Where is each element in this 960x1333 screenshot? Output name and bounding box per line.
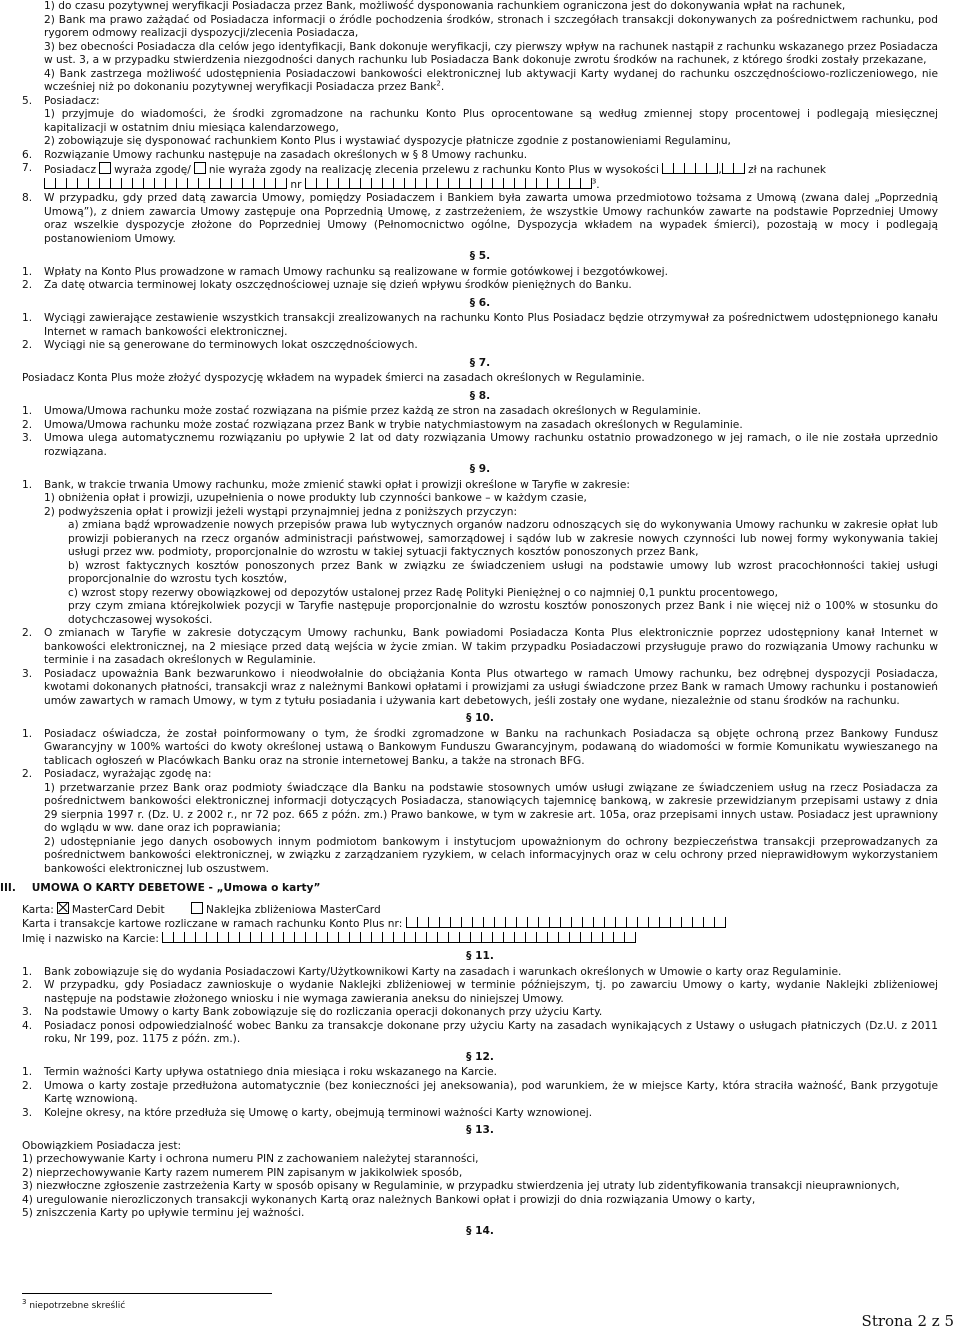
section-11-heading: § 11. [466, 950, 494, 962]
s11-item-1: Bank zobowiązuje się do wydania Posiadaczowi Karty/Użytkownikowi Karty na zasadach i warunkach określonych w Umowie o karty oraz Regulaminie. [44, 965, 842, 978]
s9-item-1b: 2) podwyższenia opłat i prowizji jeżeli wystąpi przynajmniej jedna z poniższych przyczyn: [44, 505, 518, 518]
section-6-heading: § 6. [469, 296, 491, 309]
footnote: $^3$ niepotrzebne skreślić [22, 1293, 272, 1314]
s10-item-2b: 2) udostępnianie jego danych osobowych innym podmiotom bankowym i instytucjom upoważnionym do ochrony bezpieczeństwa transakcji przeprowadzanych za pośrednictwem bankowości elektronicznej, w związku z zarządzaniem ryzykiem, w celach informacyjnych oraz w celu ochrony przed nieprawidłowym wykorzystaniem bankowości elektronicznej lub oszustwem. [44, 835, 938, 875]
point-5-item-1: 1) przyjmuje do wiadomości, że środki zgromadzone na rachunku Konto Plus oprocentowane są według zmiennej stopy procentowej i podlegają miesięcznej kapitalizacji w ostatnim dniu miesiąca kalendarzowego, [44, 108, 938, 134]
point-7: Posiadacz wyraża zgodę/ nie wyraża zgody na realizację zlecenia przelewu z rachunku Konto Plus w wysokości , zł na rachunek nr $^3$. [44, 164, 827, 191]
target-account-field-1[interactable] [44, 178, 287, 189]
s9-item-3: Posiadacz upoważnia Bank bezwarunkowo i nieodwołalnie do obciążania Konta Plus otwartego w ramach Umowy rachunku, bez odrębnej dyspozycji Posiadacza, kwotami dokonanych płatności, transakcji wraz z należnymi Bankowi opłatami i prowizjami za usługi świadczone przez Bank w ramach Umowy rachunku i postanowień umów zawartych w ramach Umowy, w tym z tytułu posiadania i używania kart debetowych, jeśli zostały one wydane, niezależnie od stanu środków na rachunku. [44, 667, 938, 707]
card-name-field[interactable] [162, 932, 636, 943]
section-5-heading: § 5. [469, 250, 491, 262]
s9-item-1: Bank, w trakcie trwania Umowy rachunku, może zmienić stawki opłat i prowizji określone w Taryfie w zakresie: [44, 478, 630, 491]
s10-item-1: Posiadacz oświadcza, że został poinformowany o tym, że środki zgromadzone w Banku na rachunkach Posiadacza są objęte ochroną przez Bankowy Fundusz Gwarancyjny w 100% wartości do kwoty określonej ustawą o Bankowym Funduszu Gwarancyjnym, podawaną do wiadomości w formie Komunikatu wywieszanego na tablicach ogłoszeń w Placówkach Banku oraz na stronie internetowej Banku, a także na stronach BFG. [44, 727, 938, 767]
s13-item-1: 1) przechowywanie Karty i ochrona numeru PIN z zachowaniem należytej staranności, [22, 1153, 479, 1165]
s11-item-4: Posiadacz ponosi odpowiedzialność wobec Banku za transakcje dokonane przy użyciu Karty na zasadach wynikających z Ustawy o usługach płatniczych (Dz.U. z 2011 roku, Nr 199, poz. 1175 z późn. zm.). [44, 1019, 938, 1045]
s9-item-1b-a: a) zmiana bądź wprowadzenie nowych przepisów prawa lub wytycznych organów nadzoru odnoszących się do wykonywania Umowy rachunku w zakresie opłat lub prowizji pobieranych na rzecz organów administracji państwowej, samorządowej i sądów lub w zakresie nowych czynności lub nowej formy wykonywania takiej usługi przez ww. podmioty, proporcjonalnie do wzrostu w takiej sytuacji faktycznych kosztów ponoszonych przez Bank, [68, 519, 938, 558]
section-13-heading: § 13. [466, 1124, 494, 1136]
s10-item-2: Posiadacz, wyrażając zgodę na: [44, 768, 212, 780]
card-account-row: Karta i transakcje kartowe rozliczane w ramach rachunku Konto Plus nr: [22, 917, 938, 932]
s9-item-1b-c: c) wzrost stopy rezerwy obowiązkowej od depozytów ustalonej przez Radę Polityki Pieniężnej o co najmniej 0,1 punktu procentowego, [68, 586, 778, 599]
amount-cents-field[interactable] [722, 163, 745, 174]
point-8: W przypadku, gdy przed datą zawarcia Umowy, pomiędzy Posiadaczem i Bankiem była zawarta umowa przedmiotowo tożsama z Umową (zwana dalej „Poprzednią Umową”), z dniem zawarcia Umowy zastępuje ona Poprzednią Umowę, z zastrzeżeniem, że wszystkie Umowy rachunków zawarte na podstawie Poprzedniej Umowy oraz wszelkie dyspozycje złożone do Poprzedniej Umowy (Pełnomocnictwo ogólne, Dyspozycja wkładem na wypadek śmierci), pozostają w mocy i podlegają postanowieniom Umowy. [44, 192, 938, 245]
s13-intro: Obowiązkiem Posiadacza jest: [22, 1139, 182, 1152]
s6-item-2: Wyciągi nie są generowane do terminowych lokat oszczędnościowych. [44, 339, 418, 351]
s13-item-3: 3) niezwłoczne zgłoszenie zastrzeżenia Karty w sposób opisany w Regulaminie, w przypadku stwierdzenia jej utraty lub zidentyfikowania transakcji nieuprawnionych, [22, 1180, 900, 1192]
s9-item-1b-b: b) wzrost faktycznych kosztów ponoszonych przez Bank w związku ze świadczeniem usługi na podstawie umowy lub wzrost pracochłonności takiej usługi proporcjonalnie do wzrostu tych kosztów, [68, 559, 938, 585]
section-iii-heading: III. UMOWA O KARTY DEBETOWE - „Umowa o karty” [0, 882, 321, 894]
s11-item-3: Na podstawie Umowy o karty Bank zobowiązuje się do rozliczania operacji dokonanych przy użyciu Karty. [44, 1006, 603, 1018]
s5-item-2: Za datę otwarcia terminowej lokaty oszczędnościowej uznaje się dzień wpływu środków pieniężnych do Banku. [44, 279, 632, 291]
point-5: Posiadacz: [44, 94, 100, 107]
section-12-heading: § 12. [466, 1050, 494, 1063]
point-5-item-2: 2) zobowiązuje się dysponować rachunkiem Konto Plus i wystawiać dyspozycje płatnicze zgodnie z postanowieniami Regulaminu, [44, 135, 731, 147]
s8-item-3: Umowa ulega automatycznemu rozwiązaniu po upływie 2 lat od daty rozwiązania Umowy rachunku ostatnio prowadzonego w jej ramach, o ile nie została uprzednio rozwiązana. [44, 432, 938, 458]
s13-item-5: 5) zniszczenia Karty po upływie terminu jej ważności. [22, 1207, 305, 1219]
card-name-row: Imię i nazwisko na Karcie: [22, 932, 938, 947]
document-page: 1) do czasu pozytywnej weryfikacji Posiadacza przez Bank, możliwość dysponowania rachunkiem ograniczona jest do dokonywania wpłat na rachunek, 2) Bank ma prawo zażądać od Posiadacza informacji o źródle pochodzenia środków, stronach i szczegółach transakcji dokonywanych za pośrednictwem rachunku, pod rygorem odmowy realizacji dyspozycji/zlecenia Posiadacza, 3) bez obecności Posiadacza dla celów jego identyfikacji, Bank dokonuje weryfikacji, czy pierwszy wpływ na rachunek nastąpił z rachunku wskazanego przez Posiadacza w ust. 3, a w przypadku stwierdzenia niezgodności danych rachunku lub Posiadacza Bank dokonuje zwrotu środków na rachunek, z którego środki zostały przekazane, 4) Bank zastrzega możliwość udostępnienia Posiadaczowi bankowości elektronicznej lub aktywacji Karty wydanej do rachunku oszczędnościowo-rozliczeniowego, nie wcześniej niż po dokonaniu pozytywnej weryfikacji Posiadacza przez Bank$^2$. 5. Posiadacz: 1) przyjmuje do wiadomości, że środki zgromadzone na rachunku Konto Plus oprocentowane są według zmiennej stopy procentowej i podlegają miesięcznej kapitalizacji w ostatnim dniu miesiąca kalendarzowego, 2) zobowiązuje się dysponować rachunkiem Konto Plus i wystawiać dyspozycje płatnicze zgodnie z postanowieniami Regulaminu, 6. Rozwiązanie Umowy rachunku następuje na zasadach określonych w § 8 Umowy rachunku. 7. Posiadacz wyraża zgodę/ nie wyraża zgody na realizację zlecenia przelewu z rachunku Konto Plus w wysokości , zł na rachunek nr $^3$. 8. W przypadku, gdy przed datą zawarcia Umowy, pomiędzy Posiadaczem i Bankiem była zawarta umowa przedmiotowo tożsama z Umową (zwana dalej „Poprzednią Umową”), z dniem zawarcia Umowy zastępuje ona Poprzednią Umowę, z zastrzeżeniem, że wszystkie Umowy rachunków zawarte na podstawie Poprzedniej Umowy oraz wszelkie dyspozycje złożone do Poprzedniej Umowy (Pełnomocnictwo ogólne, Dyspozycja wkładem na wypadek śmierci), pozostają w mocy i podlegają postanowieniom Umowy. § 5. 1. Wpłaty na Konto Plus prowadzone w ramach Umowy rachunku są realizowane w formie gotówkowej i bezgotówkowej. 2. Za datę otwarcia terminowej lokaty oszczędnościowej uznaje się dzień wpływu środków pieniężnych do Banku. § 6. 1. Wyciągi zawierające zestawienie wszystkich transakcji zrealizowanych na rachunku Konto Plus Posiadacz będzie otrzymywał za pośrednictwem udostępnionego kanału Internet w ramach bankowości elektronicznej. 2. Wyciągi nie są generowane do terminowych lokat oszczędnościowych. § 7. Posiadacz Konta Plus może złożyć dyspozycję wkładem na wypadek śmierci na zasadach określonych w Regulaminie. § 8. 1. Umowa/Umowa rachunku może zostać rozwiązana na piśmie przez każdą ze stron na zasadach określonych w Regulaminie. 2. Umowa/Umowa rachunku może zostać rozwiązana przez Bank w trybie natychmiastowym na zasadach określonych w Regulaminie. 3. Umowa ulega automatycznemu rozwiązaniu po upływie 2 lat od daty rozwiązania Umowy rachunku ostatnio prowadzonego w jej ramach, o ile nie została uprzednio rozwiązana. § 9. 1. Bank, w trakcie trwania Umowy rachunku, może zmienić stawki opłat i prowizji określone w Taryfie w zakresie: 1) obniżenia opłat i prowizji, uzupełnienia o nowe produkty lub czynności bankowe – w każdym czasie, 2) podwyższenia opłat i prowizji jeżeli wystąpi przynajmniej jedna z poniższych przyczyn: a) zmiana bądź wprowadzenie nowych przepisów prawa lub wytycznych organów nadzoru odnoszących się do wykonywania Umowy rachunku w zakresie opłat lub prowizji pobieranych na rzecz organów administracji państwowej, samorządowej i sądów lub w zakresie nowych czynności lub nowej formy wykonywania takiej usługi przez ww. podmioty, proporcjonalnie do wzrostu w takiej sytuacji faktycznych kosztów ponoszonych przez Bank, b) wzrost faktycznych kosztów ponoszonych przez Bank w związku ze świadczeniem usługi na podstawie umowy lub wzrost pracochłonności takiej usługi proporcjonalnie do wzrostu tych kosztów, c) wzrost stopy rezerwy obowiązkowej od depozytów ustalonej przez Radę Polityki Pieniężnej o co najmniej 0,1 punktu procentowego, przy czym zmiana którejkolwiek pozycji w Taryfie następuje proporcjonalnie do wzrostu kosztów ponoszonych przez Bank i nie więcej niż o 100% w stosunku do dotychczasowej wysokości. 2. O zmianach w Taryfie w zakresie dotyczącym Umowy rachunku, Bank powiadomi Posiadacza Konta Plus elektronicznie poprzez udostępniony kanał Internet w bankowości elektronicznej, na 2 miesiące przed datą wejścia w życie zmian. W takim przypadku Posiadaczowi przysługuje prawo do rozwiązania Umowy rachunku w terminie i na zasadach określonych w Regulaminie. 3. Posiadacz upoważnia Bank bezwarunkowo i nieodwołalnie do obciążania Konta Plus otwartego w ramach Umowy rachunku, bez odrębnej dyspozycji Posiadacza, kwotami dokonanych płatności, transakcji wraz z należnymi Bankowi opłatami i prowizjami za usługi świadczone przez Bank w ramach Umowy rachunku i postanowień umów zawartych w ramach Umowy, w tym z tytułu posiadania i używania kart debetowych, jeśli zostały one wydane, niezależnie od stanu środków na rachunku. § 10. 1. Posiadacz oświadcza, że został poinformowany o tym, że środki zgromadzone w Banku na rachunkach Posiadacza są objęte ochroną przez Bankowy Fundusz Gwarancyjny w 100% wartości do kwoty określonej ustawą o Bankowym Funduszu Gwarancyjnym, podawaną do wiadomości w formie Komunikatu wywieszanego na tablicach ogłoszeń w Placówkach Banku oraz na stronie internetowej Banku, a także na stronach BFG. 2. Posiadacz, wyrażając zgodę na: 1) przetwarzanie przez Bank oraz podmioty świadczące dla Banku na podstawie stosownych umów usługi związane ze świadczeniem usług na rzecz Posiadacza za pośrednictwem bankowości elektronicznej informacji dotyczących Posiadacza, stanowiących tajemnicę bankową, w zakresie przewidzianym przepisami ustawy z dnia 29 sierpnia 1997 r. (Dz. U. z 2002 r., nr 72 poz. 665 z późn. zm.) Prawo bankowe, w tym w zakresie art. 105a, oraz przepisami innych ustaw. Posiadacz jest uprawniony do wglądu w ww. dane oraz ich poprawiania; 2) udostępnianie jego danych osobowych innym podmiotom bankowym i instytucjom upoważnionym do ochrony bezpieczeństwa transakcji przeprowadzanych za pośrednictwem bankowości elektronicznej, w związku z zarządzaniem ryzykiem, w celach informacyjnych oraz w celu ochrony przed nieprawidłowym wykorzystaniem bankowości elektronicznej lub oszustwem. III. UMOWA O KARTY DEBETOWE - „Umowa o karty” Karta: MasterCard Debit Naklejka zbliżeniowa MasterCard Karta i transakcje kartowe rozliczane w ramach rachunku Konto Plus nr: Imię i nazwisko na Karcie: § 11. 1. Bank zobowiązuje się do wydania Posiadaczowi Karty/Użytkownikowi Karty na zasadach i warunkach określonych w Umowie o karty oraz Regulaminie. 2. W przypadku, gdy Posiadacz zawnioskuje o wydanie Naklejki zbliżeniowej w terminie późniejszym, tj. po zawarciu Umowy o karty, wydanie Naklejki zbliżeniowej następuje na podstawie złożonego wniosku i nie wymaga zawierania aneksu do niniejszej Umowy. 3. Na podstawie Umowy o karty Bank zobowiązuje się do rozliczania operacji dokonanych przy użyciu Karty. 4. Posiadacz ponosi odpowiedzialność wobec Banku za transakcje dokonane przy użyciu Karty na zasadach wynikających z Ustawy o usługach płatniczych (Dz.U. z 2011 roku, Nr 199, poz. 1175 z późn. zm.). § 12. 1. Termin ważności Karty upływa ostatniego dnia miesiąca i roku wskazanego na Karcie. 2. Umowa o karty zostaje przedłużona automatycznie (bez konieczności jej aneksowania), pod warunkiem, że w miejsce Karty, która straciła ważność, Bank przygotuje Kartę wznowioną. 3. Kolejne okresy, na które przedłuża się Umowę o karty, obejmują terminowi ważności Karty wznowionej. § 13. Obowiązkiem Posiadacza jest: 1) przechowywanie Karty i ochrona numeru PIN z zachowaniem należytej staranności, 2) nieprzechowywanie Karty razem numerem PIN zapisanym w jakikolwiek sposób, 3) niezwłoczne zgłoszenie zastrzeżenia Karty w sposób opisany w Regulaminie, w przypadku stwierdzenia jej utraty lub zidentyfikowania transakcji nieuprawnionych, 4) uregulowanie nierozliczonych transakcji wykonanych Kartą oraz należnych Bankowi opłat i prowizji do dnia rozwiązania Umowy o karty, 5) zniszczenia Karty po upływie terminu jej ważności. § 14. [0, 0, 938, 1237]
s12-item-3: Kolejne okresy, na które przedłuża się Umowę o karty, obejmują terminowi ważności Karty wznowionej. [44, 1106, 593, 1119]
s7-text: Posiadacz Konta Plus może złożyć dyspozycję wkładem na wypadek śmierci na zasadach określonych w Regulaminie. [22, 372, 645, 384]
consent-checkbox[interactable] [99, 162, 111, 174]
point-number: 7. [22, 162, 33, 174]
card-account-field[interactable] [406, 917, 726, 928]
card-selection: Karta: MasterCard Debit Naklejka zbliżeniowa MasterCard [22, 903, 381, 916]
section-10-heading: § 10. [466, 712, 494, 724]
section-8-heading: § 8. [469, 389, 491, 402]
s9-item-2: O zmianach w Taryfie w zakresie dotyczącym Umowy rachunku, Bank powiadomi Posiadacza Konta Plus elektronicznie poprzez udostępniony kanał Internet w bankowości elektronicznej, na 2 miesiące przed datą wejścia w życie zmian. W takim przypadku Posiadaczowi przysługuje prawo do rozwiązania Umowy rachunku w terminie i na zasadach określonych w Regulaminie. [44, 627, 938, 666]
page-number: Strona 2 z 5 [861, 1312, 954, 1330]
amount-field[interactable] [662, 163, 718, 174]
point-number: 5. [22, 94, 33, 107]
s4-item-2: 2) Bank ma prawo zażądać od Posiadacza informacji o źródle pochodzenia środków, stronach i szczegółach transakcji dokonywanych za pośrednictwem rachunku, pod rygorem odmowy realizacji dyspozycji/zlecenia Posiadacza, [44, 13, 938, 39]
s5-item-1: Wpłaty na Konto Plus prowadzone w ramach Umowy rachunku są realizowane w formie gotówkowej i bezgotówkowej. [44, 265, 668, 278]
section-14-heading: § 14. [466, 1224, 494, 1237]
s11-item-2: W przypadku, gdy Posiadacz zawnioskuje o wydanie Naklejki zbliżeniowej w terminie późniejszym, tj. po zawarciu Umowy o karty, wydanie Naklejki zbliżeniowej następuje na podstawie złożonego wniosku i nie wymaga zawierania aneksu do niniejszej Umowy. [44, 979, 938, 1005]
section-9-heading: § 9. [469, 463, 491, 475]
s8-item-1: Umowa/Umowa rachunku może zostać rozwiązana na piśmie przez każdą ze stron na zasadach określonych w Regulaminie. [44, 405, 701, 417]
s8-item-2: Umowa/Umowa rachunku może zostać rozwiązana przez Bank w trybie natychmiastowym na zasadach określonych w Regulaminie. [44, 418, 743, 431]
point-number: 8. [22, 192, 33, 204]
s10-item-2a: 1) przetwarzanie przez Bank oraz podmioty świadczące dla Banku na podstawie stosownych umów usługi związane ze świadczeniem usług na rzecz Posiadacza za pośrednictwem bankowości elektronicznej informacji dotyczących Posiadacza, stanowiących tajemnicę bankową, w zakresie przewidzianym przepisami ustawy z dnia 29 sierpnia 1997 r. (Dz. U. z 2002 r., nr 72 poz. 665 z późn. zm.) Prawo bankowe, w tym w zakresie art. 105a, oraz przepisami innych ustaw. Posiadacz jest uprawniony do wglądu w ww. dane oraz ich poprawiania; [44, 781, 938, 834]
point-6: Rozwiązanie Umowy rachunku następuje na zasadach określonych w § 8 Umowy rachunku. [44, 148, 528, 161]
s13-item-4: 4) uregulowanie nierozliczonych transakcji wykonanych Kartą oraz należnych Bankowi opłat i prowizji do dnia rozwiązania Umowy o karty, [22, 1193, 756, 1206]
mastercard-debit-checkbox[interactable] [57, 902, 69, 914]
s9-item-1b-d: przy czym zmiana którejkolwiek pozycji w Taryfie następuje proporcjonalnie do wzrostu kosztów ponoszonych przez Bank i nie więcej niż o 100% w stosunku do dotychczasowej wysokości. [68, 600, 938, 626]
point-number: 6. [22, 148, 33, 161]
no-consent-checkbox[interactable] [194, 162, 206, 174]
s13-item-2: 2) nieprzechowywanie Karty razem numerem PIN zapisanym w jakikolwiek sposób, [22, 1166, 463, 1179]
contactless-sticker-checkbox[interactable] [191, 902, 203, 914]
section-7-heading: § 7. [469, 356, 491, 369]
s9-item-1a: 1) obniżenia opłat i prowizji, uzupełnienia o nowe produkty lub czynności bankowe – w każdym czasie, [44, 492, 587, 504]
target-account-field-2[interactable] [305, 178, 592, 189]
s4-item-3: 3) bez obecności Posiadacza dla celów jego identyfikacji, Bank dokonuje weryfikacji, czy pierwszy wpływ na rachunek nastąpił z rachunku wskazanego przez Posiadacza w ust. 3, a w przypadku stwierdzenia niezgodności danych rachunku lub Posiadacza Bank dokonuje zwrotu środków na rachunek, z którego środki zostały przekazane, [44, 40, 938, 66]
s4-item-1: 1) do czasu pozytywnej weryfikacji Posiadacza przez Bank, możliwość dysponowania rachunkiem ograniczona jest do dokonywania wpłat na rachunek, [44, 0, 846, 12]
s6-item-1: Wyciągi zawierające zestawienie wszystkich transakcji zrealizowanych na rachunku Konto Plus Posiadacz będzie otrzymywał za pośrednictwem udostępnionego kanału Internet w ramach bankowości elektronicznej. [44, 312, 938, 338]
s12-item-1: Termin ważności Karty upływa ostatniego dnia miesiąca i roku wskazanego na Karcie. [44, 1066, 498, 1078]
s4-item-4: 4) Bank zastrzega możliwość udostępnienia Posiadaczowi bankowości elektronicznej lub aktywacji Karty wydanej do rachunku oszczędnościowo-rozliczeniowego, nie wcześniej niż po dokonaniu pozytywnej weryfikacji Posiadacza przez Bank$^2$. [44, 67, 938, 93]
s12-item-2: Umowa o karty zostaje przedłużona automatycznie (bez konieczności jej aneksowania), pod warunkiem, że w miejsce Karty, która straciła ważność, Bank przygotuje Kartę wznowioną. [44, 1079, 938, 1105]
